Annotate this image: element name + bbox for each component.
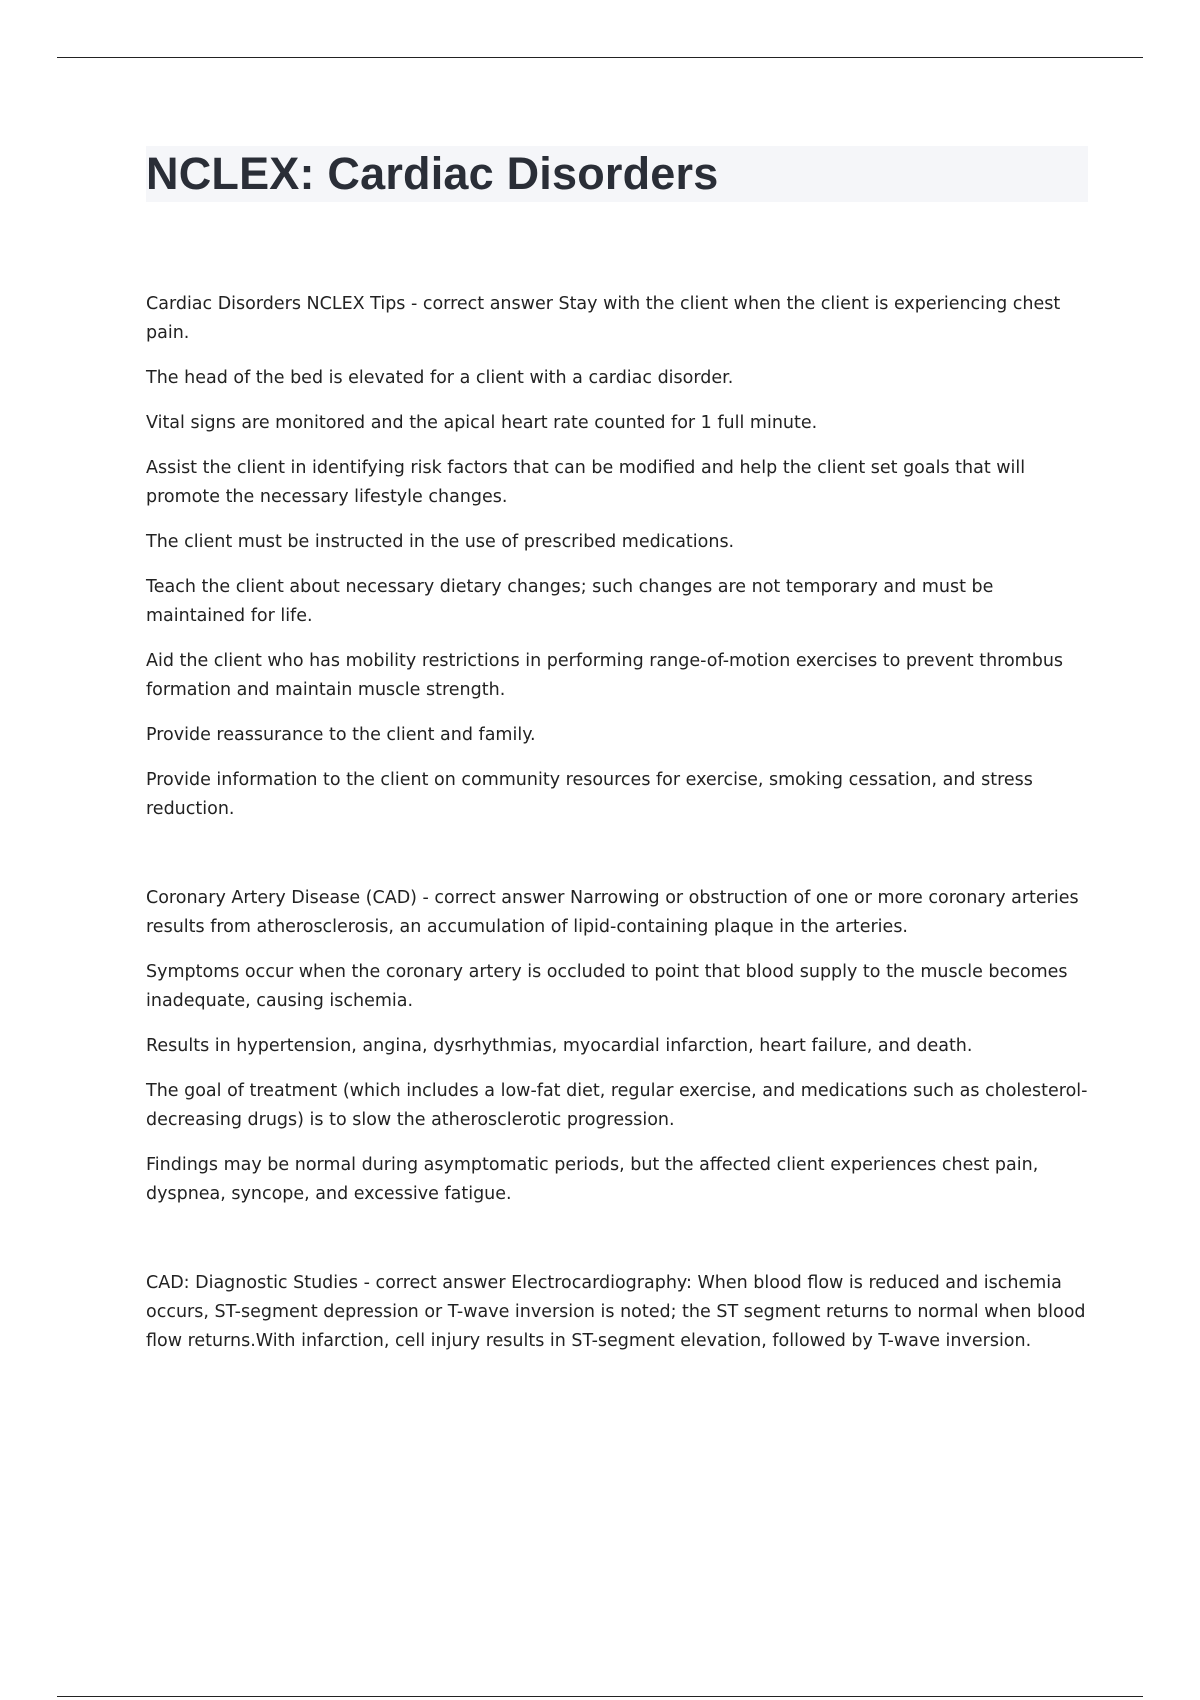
section-nclex-tips: [146, 290, 1096, 824]
page-title: NCLEX: Cardiac Disorders: [146, 148, 719, 199]
paragraph: Cardiac Disorders NCLEX Tips - correct answer Stay with the client when the client is experiencing chest pain.: [146, 294, 1061, 343]
paragraph: Findings may be normal during asymptomatic periods, but the affected client experiences chest pain, dyspnea, syncope, and excessive fatigue.: [146, 1155, 1039, 1204]
paragraph: Provide reassurance to the client and family.: [146, 725, 536, 745]
top-rule: [57, 57, 1143, 58]
bottom-rule: [57, 1696, 1143, 1697]
paragraph: Provide information to the client on community resources for exercise, smoking cessation, and stress reduction.: [146, 770, 1033, 819]
title-banner: [146, 146, 1088, 202]
paragraph: Aid the client who has mobility restrictions in performing range-of-motion exercises to prevent thrombus formation and maintain muscle strength.: [146, 651, 1064, 700]
paragraph: The client must be instructed in the use of prescribed medications.: [146, 532, 735, 552]
paragraph: Assist the client in identifying risk factors that can be modified and help the client set goals that will promote the necessary lifestyle changes.: [146, 458, 1026, 507]
paragraph: Symptoms occur when the coronary artery is occluded to point that blood supply to the muscle becomes inadequate, causing ischemia.: [146, 962, 1068, 1011]
section-coronary-artery-disease: [146, 884, 1096, 1209]
document-body: [146, 290, 1096, 1372]
paragraph: The goal of treatment (which includes a low-fat diet, regular exercise, and medications such as cholesterol-decreasing drugs) is to slow the atherosclerotic progression.: [146, 1081, 1088, 1130]
paragraph: Coronary Artery Disease (CAD) - correct answer Narrowing or obstruction of one or more coronary arteries results from atherosclerosis, an accumulation of lipid-containing plaque in the arteries.: [146, 888, 1079, 937]
paragraph: Results in hypertension, angina, dysrhythmias, myocardial infarction, heart failure, and death.: [146, 1036, 973, 1056]
paragraph: The head of the bed is elevated for a client with a cardiac disorder.: [146, 368, 734, 388]
paragraph: Teach the client about necessary dietary changes; such changes are not temporary and must be maintained for life.: [146, 577, 994, 626]
paragraph: CAD: Diagnostic Studies - correct answer Electrocardiography: When blood flow is reduced and ischemia occurs, ST-segment depression or T-wave inversion is noted; the ST segment returns to normal when blood flow returns.With infarction, cell injury results in ST-segment elevation, followed by T-wave inversion.: [146, 1273, 1086, 1351]
section-cad-diagnostic-studies: [146, 1269, 1096, 1356]
paragraph: Vital signs are monitored and the apical heart rate counted for 1 full minute.: [146, 413, 818, 433]
